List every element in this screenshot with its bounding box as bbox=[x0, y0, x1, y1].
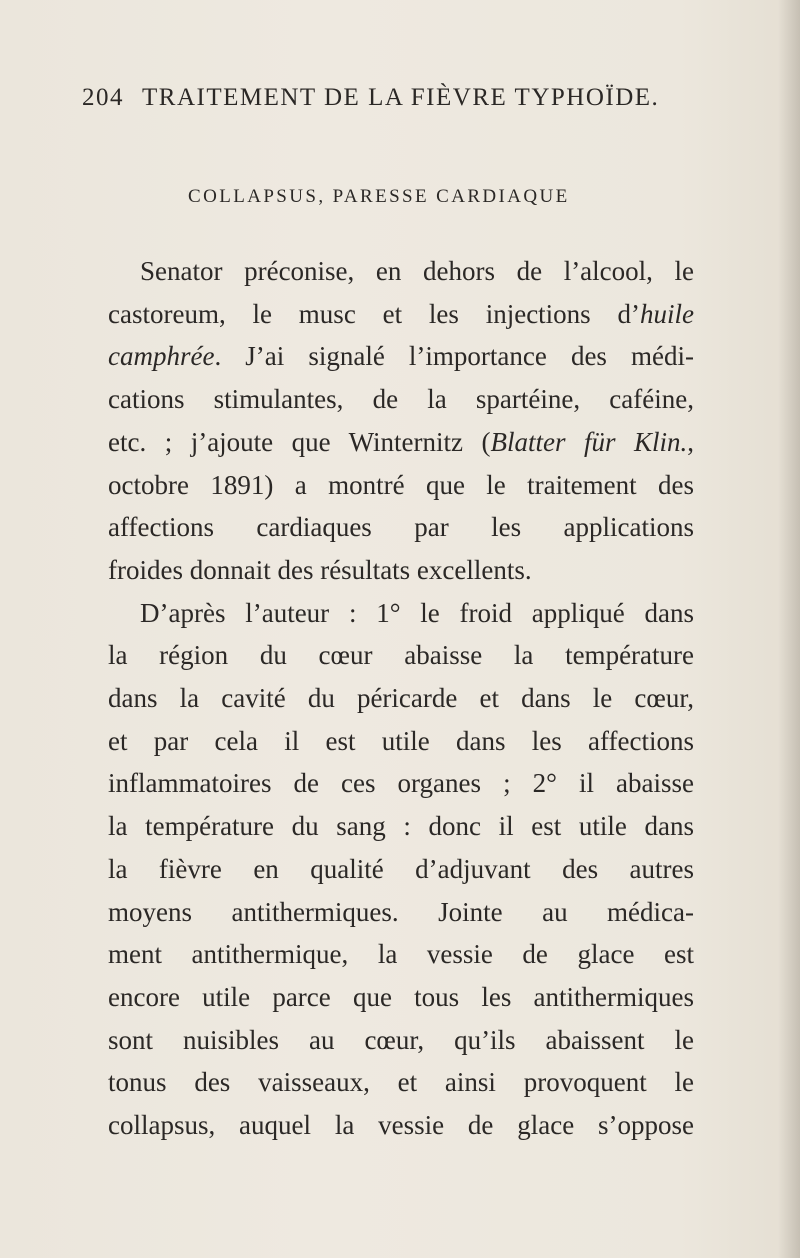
text-line-10-content: la région du cœur abaisse la température bbox=[108, 640, 694, 671]
text-line-12 bbox=[108, 720, 694, 763]
text-line-19 bbox=[108, 1019, 694, 1062]
text-line-1 bbox=[108, 250, 694, 293]
page-edge-shadow bbox=[778, 0, 800, 1258]
text-line-15-content: la fièvre en qualité d’adjuvant des autres bbox=[108, 853, 694, 884]
text-line-19-content: sont nuisibles au cœur, qu’ils abaissent le bbox=[108, 1024, 694, 1055]
text-line-2 bbox=[108, 293, 694, 336]
text-line-18-content: encore utile parce que tous les antithermiques bbox=[108, 981, 694, 1012]
text-line-1-content: Senator préconise, en dehors de l’alcool, le bbox=[140, 256, 694, 286]
text-line-14 bbox=[108, 805, 694, 848]
text-line-16-content: moyens antithermiques. Jointe au médica- bbox=[108, 896, 694, 927]
text-line-20 bbox=[108, 1061, 694, 1104]
text-line-15 bbox=[108, 848, 694, 891]
text-line-7-content: affections cardiaques par les applications bbox=[108, 512, 694, 543]
body-text bbox=[108, 250, 694, 1147]
text-line-9 bbox=[108, 592, 694, 635]
text-line-17 bbox=[108, 933, 694, 976]
text-line-3-content: . J’ai signalé l’importance des médi- bbox=[214, 341, 694, 372]
text-line-18 bbox=[108, 976, 694, 1019]
text-line-8-content: froides donnait des résultats excellents. bbox=[108, 554, 532, 585]
text-line-21 bbox=[108, 1104, 694, 1147]
text-line-11-content: dans la cavité du péricarde et dans le cœur, bbox=[108, 683, 694, 714]
text-line-7 bbox=[108, 506, 694, 549]
text-line-5-end: , bbox=[687, 426, 694, 457]
text-line-10 bbox=[108, 634, 694, 677]
text-line-20-content: tonus des vaisseaux, et ainsi provoquent le bbox=[108, 1067, 694, 1098]
text-line-2-content: castoreum, le musc et les injections d’ bbox=[108, 298, 640, 329]
text-line-21-content: collapsus, auquel la vessie de glace s’oppose bbox=[108, 1110, 694, 1141]
text-line-8 bbox=[108, 549, 694, 592]
text-line-14-content: la température du sang : donc il est utile dans bbox=[108, 811, 694, 842]
running-head-title: TRAITEMENT DE LA FIÈVRE TYPHOÏDE. bbox=[142, 84, 660, 111]
text-line-3 bbox=[108, 335, 694, 378]
text-line-12-content: et par cela il est utile dans les affections bbox=[108, 725, 694, 756]
text-line-5-italic: Blatter für Klin. bbox=[490, 426, 688, 457]
text-line-6 bbox=[108, 464, 694, 507]
text-line-13 bbox=[108, 762, 694, 805]
text-line-6-content: octobre 1891) a montré que le traitement des bbox=[108, 469, 694, 500]
text-line-4 bbox=[108, 378, 694, 421]
text-line-4-content: cations stimulantes, de la spartéine, caféine, bbox=[108, 384, 694, 415]
running-head bbox=[82, 84, 662, 112]
text-line-9-content: D’après l’auteur : 1° le froid appliqué dans bbox=[140, 597, 694, 628]
page-number: 204 bbox=[82, 84, 124, 111]
text-line-5-content: etc. ; j’ajoute que Winternitz ( bbox=[108, 426, 491, 457]
text-line-5 bbox=[108, 421, 694, 464]
text-line-11 bbox=[108, 677, 694, 720]
text-line-3-italic: camphrée bbox=[108, 341, 215, 372]
text-line-2-italic: huile bbox=[640, 298, 694, 329]
text-line-17-content: ment antithermique, la vessie de glace est bbox=[108, 939, 694, 970]
text-line-13-content: inflammatoires de ces organes ; 2° il abaisse bbox=[108, 768, 694, 799]
text-line-16 bbox=[108, 891, 694, 934]
section-title: COLLAPSUS, PARESSE CARDIAQUE bbox=[188, 186, 570, 207]
